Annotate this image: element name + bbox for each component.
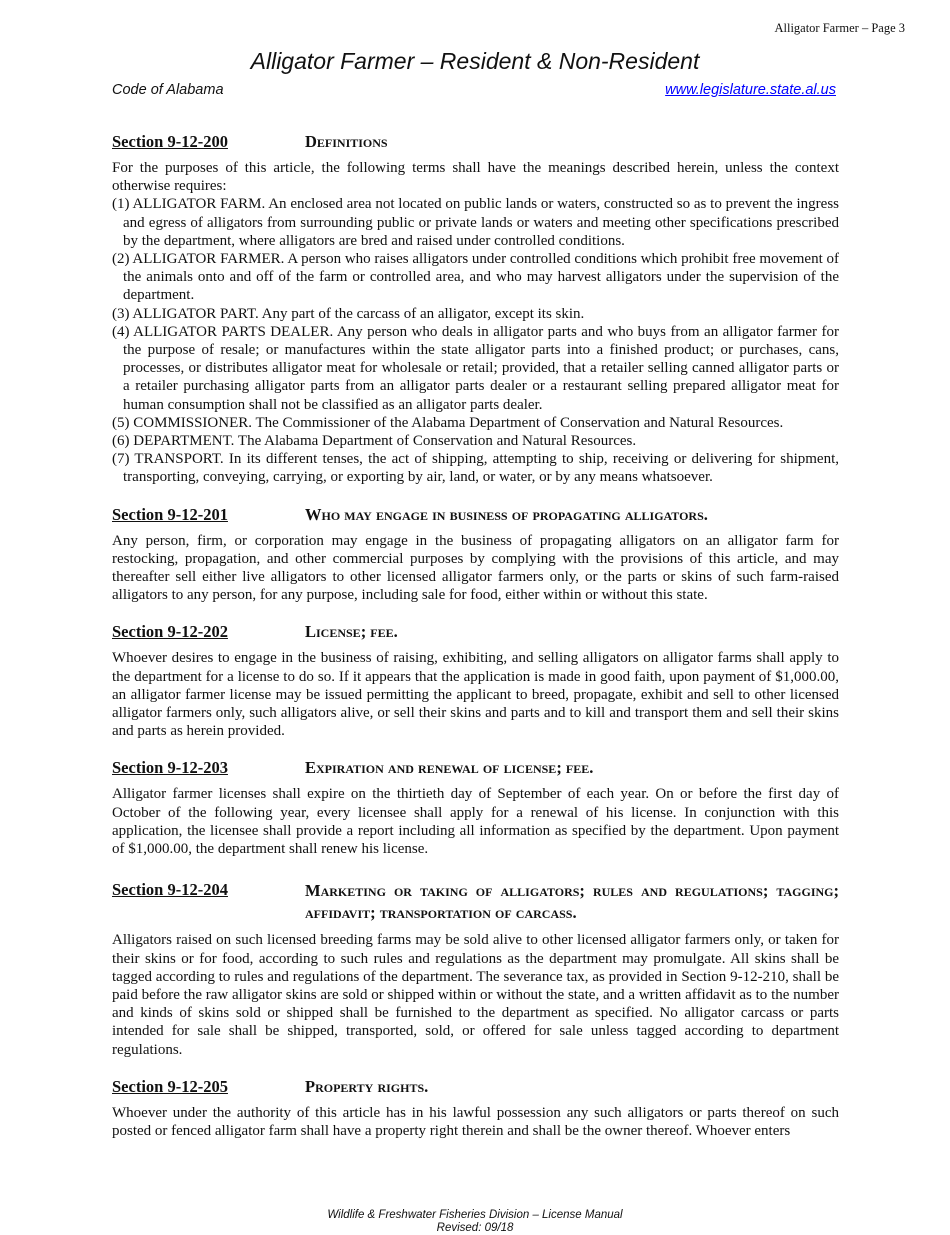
section-name: Expiration and renewal of license; fee. bbox=[305, 758, 594, 778]
definition-item: (1) ALLIGATOR FARM. An enclosed area not located on public lands or waters, constructed so as to prevent the ingress and egress of alligators from surrounding public or private lands or waters and meeting other specifications prescribed by the department, where alligators are bred and raised under controlled conditions. bbox=[112, 196, 839, 249]
footer-line: Wildlife & Freshwater Fisheries Division – License Manual bbox=[327, 1209, 623, 1221]
section-number: Section 9-12-200 bbox=[112, 132, 228, 151]
section-heading bbox=[112, 622, 839, 642]
section-number: Section 9-12-205 bbox=[112, 1076, 228, 1096]
document-body bbox=[112, 132, 839, 1140]
footer-revision: Revised: 09/18 bbox=[436, 1222, 514, 1234]
section-number: Section 9-12-202 bbox=[112, 622, 228, 642]
section-name: Property rights. bbox=[305, 1076, 429, 1096]
definition-item: (5) COMMISSIONER. The Commissioner of the Alabama Department of Conservation and Natural Resources. bbox=[112, 414, 784, 431]
definition-item: (4) ALLIGATOR PARTS DEALER. Any person who deals in alligator parts and who buys from an alligator farmer for the purpose of resale; or manufactures within the state alligator parts into a finished product; or purchases, cans, processes, or distributes alligator meat for wholesale or retail; provided, that a retailer selling canned alligator parts or a retailer purchasing alligator parts from an alligator parts dealer or a restaurant selling prepared alligator meat for human consumption shall not be classified as an alligator parts dealer. bbox=[112, 323, 839, 413]
section-body: Alligator farmer licenses shall expire on the thirtieth day of September of each year. On or before the first day of October of the following year, every licensee shall apply for a renewal of his license. In conjunction with this application, the licensee shall provide a report including all information as specified by the department. Upon payment of $1,000.00, the department shall renew his license. bbox=[112, 786, 839, 858]
definition-item: (7) TRANSPORT. In its different tenses, the act of shipping, attempting to ship, receiving or delivering for shipment, transporting, conveying, carrying, or exporting by air, land, or water, or by any means whatsoever. bbox=[112, 451, 839, 486]
section-body: Whoever desires to engage in the business of raising, exhibiting, and selling alligators on alligator farms shall apply to the department for a license to do so. If it appears that the application is made in good faith, upon payment of $1,000.00, an alligator farmer license may be issued permitting the applicant to breed, propagate, exhibit and sell to other licensed alligator farmers only, such alligators alive, or sell their skins and parts and to kill and transport them and sell their skins and parts as herein provided. bbox=[112, 650, 839, 740]
page-number: Alligator Farmer – Page 3 bbox=[774, 21, 905, 35]
section-name: Definitions bbox=[305, 132, 388, 151]
section-heading bbox=[112, 758, 839, 778]
section-body: Any person, firm, or corporation may engage in the business of propagating alligators on an alligator farm for restocking, propagation, and other commercial purposes by complying with the provisions of this article, and may thereafter sell either live alligators to other licensed alligator farmers only, or the parts or skins of such farm-raised alligators to any person, for any purpose, including sale for food, either within or without this state. bbox=[112, 532, 839, 604]
section-heading bbox=[112, 880, 839, 924]
section-number: Section 9-12-201 bbox=[112, 504, 228, 524]
definition-item: (3) ALLIGATOR PART. Any part of the carcass of an alligator, except its skin. bbox=[112, 305, 585, 322]
section-name: Who may engage in business of propagating alligators. bbox=[305, 504, 708, 524]
source-label: Code of Alabama bbox=[112, 82, 224, 98]
page-footer bbox=[0, 1209, 950, 1235]
section-heading bbox=[112, 132, 839, 152]
section-name: Marketing or taking of alligators; rules and regulations; tagging; affidavit; transportation of carcass. bbox=[305, 881, 839, 923]
definition-item: (2) ALLIGATOR FARMER. A person who raises alligators under controlled conditions which prohibit free movement of the animals onto and off of the farm or controlled area, and who may harvest alligators under the supervision of the department. bbox=[112, 251, 839, 304]
section-body: Whoever under the authority of this article has in his lawful possession any such alligators or parts thereof on such posted or fenced alligator farm shall have a property right therein and shall be the owner thereof. Whoever enters bbox=[112, 1104, 839, 1139]
section-body: Alligators raised on such licensed breeding farms may be sold alive to other licensed alligator farmers only, or taken for their skins or for food, according to such rules and regulations as the department may promulgate. All skins shall be tagged according to rules and regulations of the department. The severance tax, as provided in Section 9-12-210, shall be paid before the raw alligator skins are sold or shipped within or without the state, and a written affidavit as to the number and kinds of skins sold or shipped shall be furnished to the department as specified. No alligator carcass or parts intended for sale shall be shipped, transported, sold, or offered for sale unless tagged according to department regulations. bbox=[112, 932, 839, 1058]
section-number: Section 9-12-203 bbox=[112, 758, 228, 778]
section-intro: For the purposes of this article, the following terms shall have the meanings described herein, unless the context otherwise requires: bbox=[112, 160, 839, 195]
section-name: License; fee. bbox=[305, 622, 398, 642]
section-number: Section 9-12-204 bbox=[112, 880, 228, 900]
legislature-link[interactable]: www.legislature.state.al.us bbox=[665, 82, 836, 98]
document-title: Alligator Farmer – Resident & Non-Resident bbox=[250, 48, 700, 74]
section-heading bbox=[112, 505, 839, 525]
section-heading bbox=[112, 1077, 839, 1097]
definition-item: (6) DEPARTMENT. The Alabama Department of Conservation and Natural Resources. bbox=[112, 433, 637, 450]
